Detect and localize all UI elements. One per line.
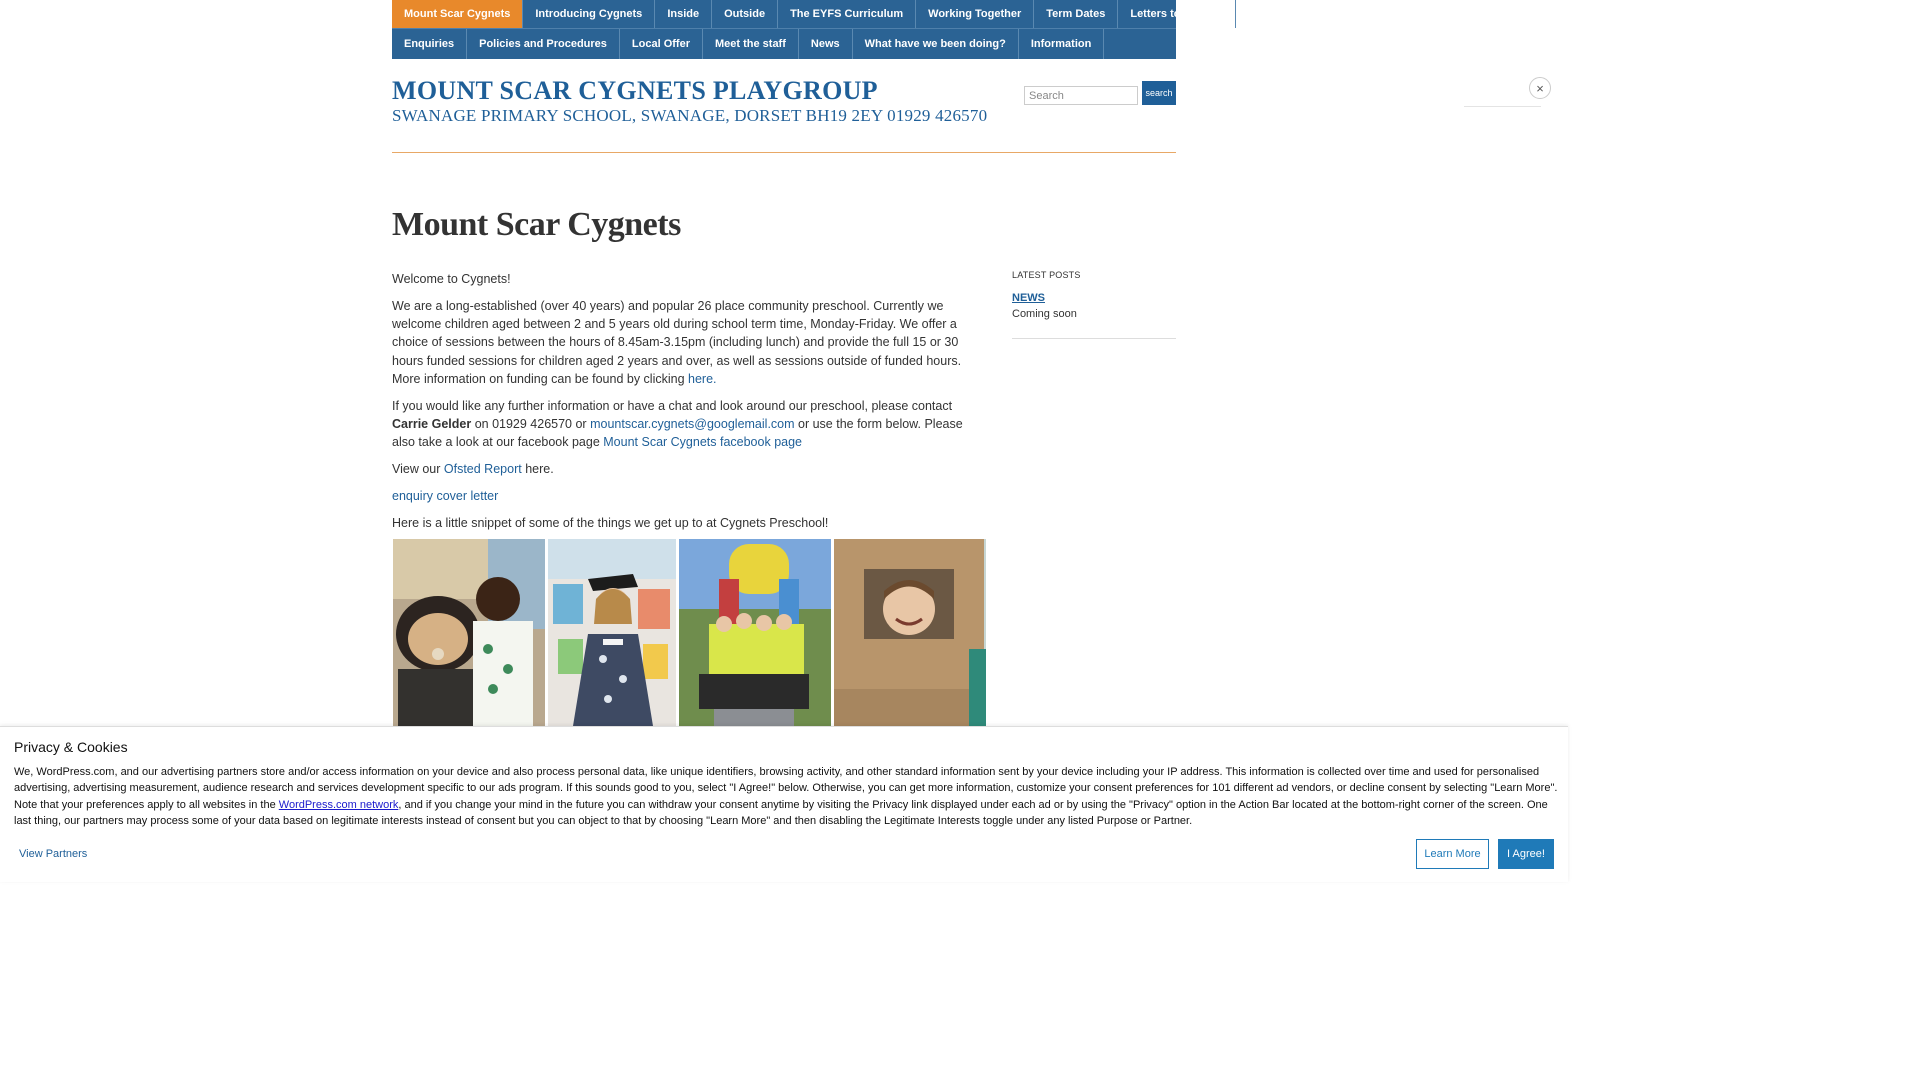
ofsted-paragraph: [392, 460, 988, 478]
nav-item-term-dates[interactable]: Term Dates: [1034, 0, 1118, 28]
latest-posts-title: LATEST POSTS: [1012, 270, 1081, 280]
nav-item-working-together[interactable]: Working Together: [916, 0, 1034, 28]
ofsted-text-a: View our: [392, 462, 444, 477]
learn-more-button[interactable]: Learn More: [1416, 839, 1489, 869]
ofsted-report-link[interactable]: Ofsted Report: [443, 462, 522, 477]
nav-item-policies-procedures[interactable]: Policies and Procedures: [467, 29, 620, 59]
intro-text: We are a long-established (over 40 years) and popular 26 place community preschool. Currently we welcome children aged between 2 and 5 years old during school term time, Monday-Friday. We offer a choice of sessions between the hours of 8.45am-3.15pm (including lunch) and provide the full 15 or 30 hours funded sessions for children aged 2 years and over, as well as sessions outside of funded hours. More information on funding can be found by clicking: [392, 298, 962, 386]
nav-item-information[interactable]: Information: [1019, 29, 1105, 59]
cookie-title: Privacy & Cookies: [14, 739, 128, 755]
page-content: [392, 270, 988, 541]
cookie-consent-banner: [0, 726, 1568, 882]
nav-item-meet-the-staff[interactable]: Meet the staff: [703, 29, 799, 59]
gallery-photo-2[interactable]: [548, 539, 676, 726]
gallery-photo-3[interactable]: [679, 539, 831, 726]
nav-item-enquiries[interactable]: Enquiries: [392, 29, 467, 59]
nav-item-inside[interactable]: Inside: [655, 0, 712, 28]
nav-item-news[interactable]: News: [799, 29, 853, 59]
main-navigation: [392, 0, 1224, 59]
cookie-text-a: We, WordPress.com, and our advertising partners store and/or access information on your device and also process personal data, like unique identifiers, browsing activity, and other standard information sent by your device including your IP address. This information is collected over time and used for personalised advertising, advertising measurement, audience research and services development specific to our ads program. If this sounds good to you, select "I Agree!" below. Otherwise, you can get more information, customize your consent preferences for 101 different ad vendors, or decline consent by selecting "Learn More". Note that your preferences apply to all websites in the: [14, 766, 1558, 811]
view-partners-link[interactable]: View Partners: [19, 848, 88, 860]
email-link[interactable]: mountscar.cygnets@googlemail.com: [590, 417, 795, 432]
wordpress-network-link[interactable]: WordPress.com network: [278, 798, 399, 811]
contact-text-c: or use the form below. Please also take a look at our facebook page: [392, 417, 963, 450]
close-icon[interactable]: ×: [1529, 77, 1551, 99]
nav-item-mount-scar-cygnets[interactable]: Mount Scar Cygnets: [392, 0, 523, 28]
gallery-photo-4[interactable]: [834, 539, 986, 726]
nav-row-2: [392, 29, 1176, 59]
latest-post-link[interactable]: NEWS: [1012, 292, 1045, 304]
latest-post-excerpt: Coming soon: [1012, 308, 1077, 320]
search-button[interactable]: search: [1142, 81, 1176, 105]
agree-button[interactable]: I Agree!: [1498, 839, 1554, 869]
page-title: Mount Scar Cygnets: [392, 206, 681, 243]
nav-row-1: [392, 0, 1224, 29]
search-input[interactable]: [1024, 86, 1138, 105]
welcome-text: Welcome to Cygnets!: [392, 272, 511, 286]
photo-gallery: [393, 539, 987, 726]
nav-item-outside[interactable]: Outside: [712, 0, 778, 28]
snippet-text: Here is a little snippet of some of the things we get up to at Cygnets Preschool!: [392, 515, 829, 530]
nav-item-what-have-we-been-doing[interactable]: What have we been doing?: [853, 29, 1019, 59]
cookie-text: [14, 764, 1559, 830]
contact-name: Carrie Gelder: [392, 417, 472, 432]
contact-text-b: on 01929 426570 or: [471, 417, 591, 432]
nav-item-letters-to-parents[interactable]: Letters to parents: [1118, 0, 1236, 28]
ofsted-text-b: here.: [521, 462, 554, 477]
site-description: SWANAGE PRIMARY SCHOOL, SWANAGE, DORSET BH19 2EY 01929 426570: [392, 106, 988, 125]
facebook-link[interactable]: Mount Scar Cygnets facebook page: [603, 435, 802, 450]
sidebar: [1012, 270, 1176, 339]
contact-text-a: If you would like any further information or have a chat and look around our preschool, please contact: [392, 398, 953, 413]
gallery-photo-1[interactable]: [393, 539, 545, 726]
nav-item-introducing-cygnets[interactable]: Introducing Cygnets: [523, 0, 655, 28]
contact-paragraph: [392, 397, 988, 452]
enquiry-paragraph: [392, 487, 988, 505]
overlay-divider: [1464, 106, 1541, 107]
cookie-text-b: , and if you change your mind in the future you can withdraw your consent anytime by visiting the Privacy link displayed under each ad or by using the "Privacy" option in the Action Bar located at the bottom-right corner of the screen. One last thing, our partners may process some of your data based on legitimate interests instead of consent but you can object to that by choosing "Learn More" and then disabling the Legitimate Interests toggle under any listed Purpose or Partner.: [14, 798, 1548, 828]
nav-item-local-offer[interactable]: Local Offer: [620, 29, 703, 59]
intro-paragraph: [392, 297, 988, 388]
sidebar-divider: [1012, 338, 1176, 339]
header-divider: [392, 152, 1176, 153]
funding-link[interactable]: here.: [688, 371, 717, 386]
site-title[interactable]: MOUNT SCAR CYGNETS PLAYGROUP: [392, 76, 878, 105]
enquiry-cover-letter-link[interactable]: enquiry cover letter: [392, 488, 499, 503]
nav-item-eyfs-curriculum[interactable]: The EYFS Curriculum: [778, 0, 916, 28]
